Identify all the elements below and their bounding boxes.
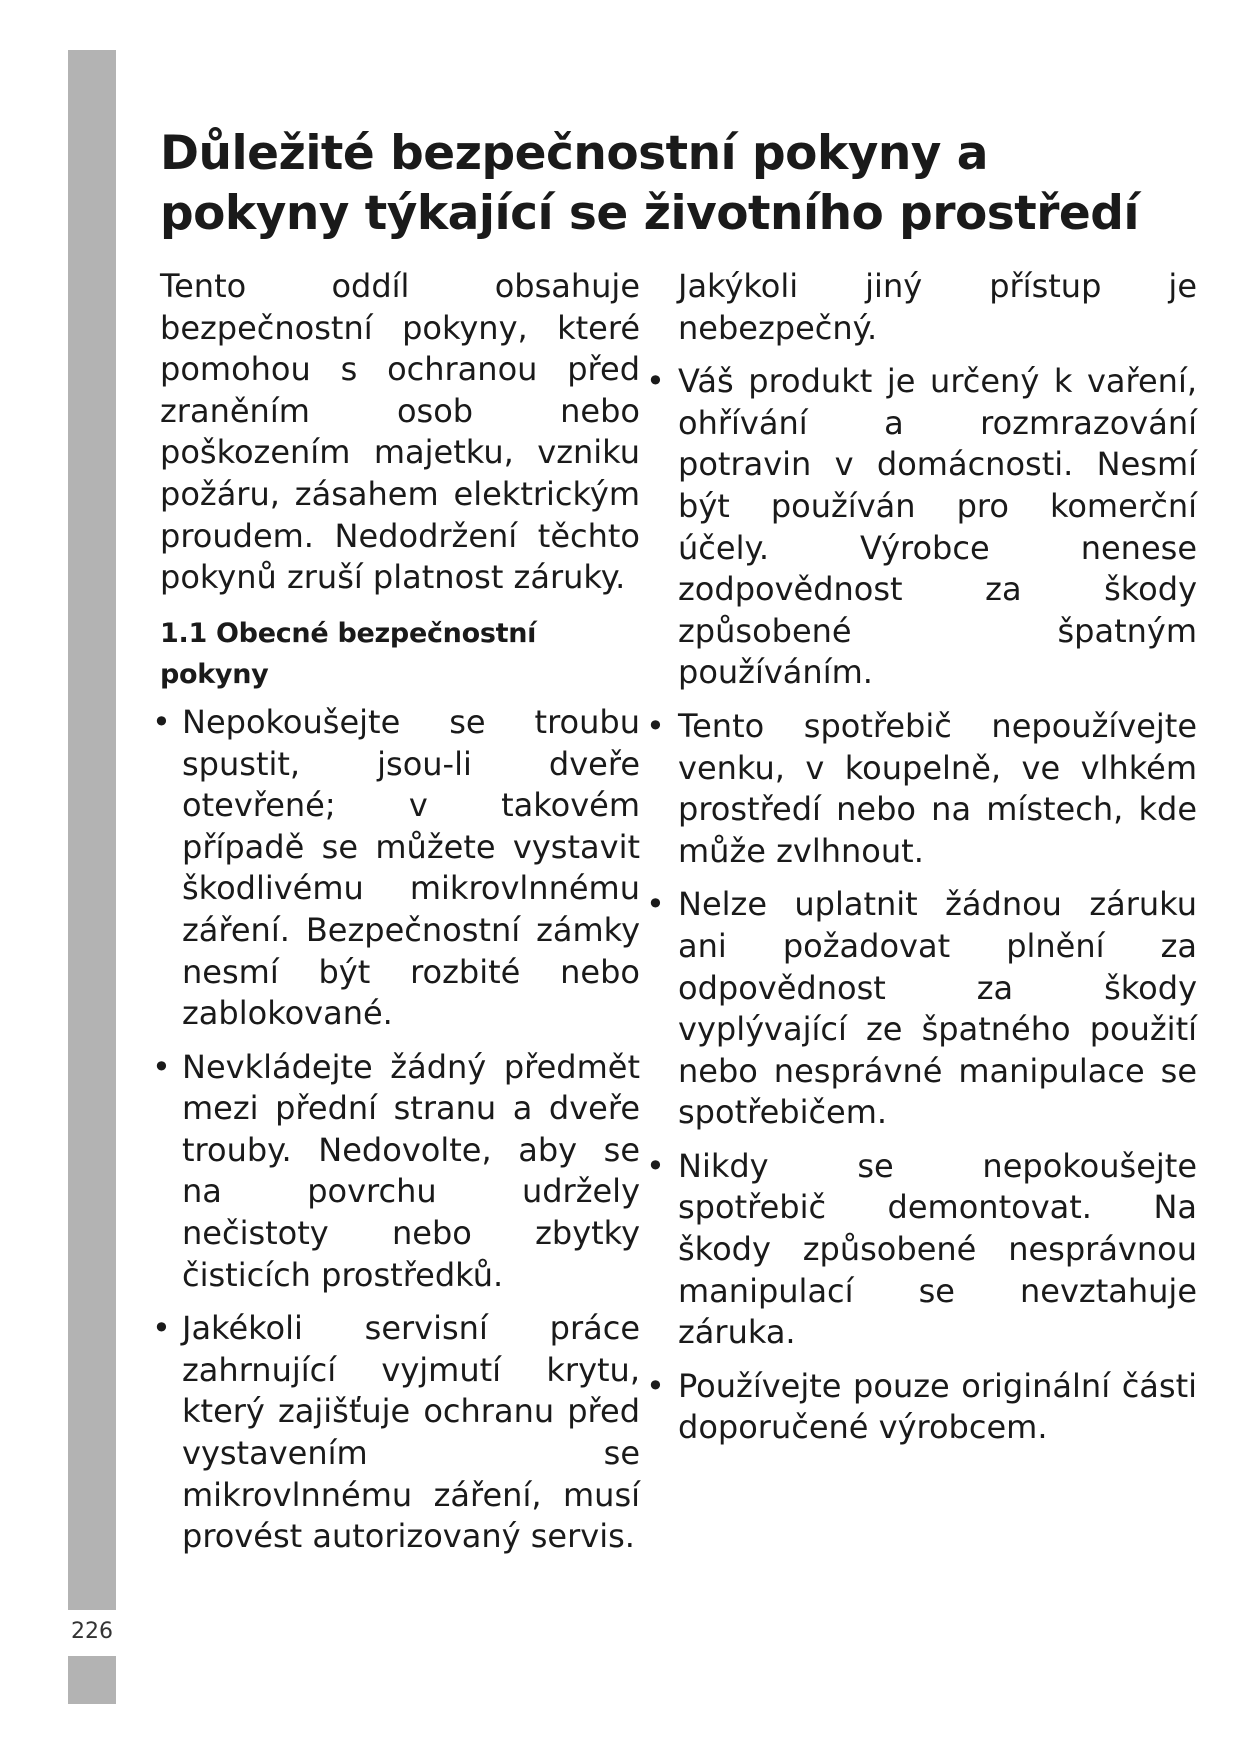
intro-paragraph: Tento oddíl obsahuje bezpečnostní pokyny, které pomohou s ochranou před zraněním osob nebo poškozením majetku, vzniku požáru, zásahem elektrickým proudem. Nedodržení těchto pokynů zruší platnost záruky. (160, 267, 640, 597)
bullet-icon: • (646, 362, 665, 401)
list-item (646, 884, 1197, 1134)
sidebar-tab (68, 1656, 116, 1704)
right-column (646, 266, 1197, 1461)
bullet-icon: • (646, 1146, 665, 1185)
list-item-text: Používejte pouze originální části doporučené výrobcem. (678, 1366, 1197, 1447)
page-number: 226 (71, 1619, 113, 1644)
list-item-text: Jakékoli servisní práce zahrnující vyjmutí krytu, který zajišťuje ochranu před vystavením se mikrovlnnému záření, musí provést autorizovaný servis. (182, 1309, 640, 1556)
bullet-icon: • (152, 1309, 171, 1348)
continuation-paragraph: Jakýkoli jiný přístup je nebezpečný. (678, 267, 1197, 347)
list-item (152, 1308, 640, 1558)
section-heading: 1.1 Obecné bezpečnostní pokyny (160, 617, 537, 691)
list-item-text: Váš produkt je určený k vaření, ohřívání a rozmrazování potravin v domácnosti. Nesmí být používán pro komerční účely. Výrobce nenese zodpovědnost za škody způsobené špatným používáním. (678, 362, 1197, 692)
list-item (646, 1366, 1197, 1449)
list-item (646, 1146, 1197, 1354)
bullet-icon: • (646, 1366, 665, 1405)
page-title: Důležité bezpečnostní pokyny a pokyny týkající se životního prostředí (160, 126, 1140, 241)
right-bullet-list (646, 361, 1197, 1449)
list-item-text: Nelze uplatnit žádnou záruku ani požadovat plnění za odpovědnost za škody vyplývající ze špatného použití nebo nesprávné manipulace se spotřebičem. (678, 885, 1197, 1132)
list-item-text: Nepokoušejte se troubu spustit, jsou-li dveře otevřené; v takovém případě se můžete vystavit škodlivému mikrovlnnému záření. Bezpečnostní zámky nesmí být rozbité nebo zablokované. (182, 702, 640, 1033)
list-item (152, 1047, 640, 1297)
bullet-icon: • (152, 702, 171, 741)
left-column (152, 266, 640, 1570)
bullet-icon: • (152, 1047, 171, 1086)
list-item-text: Nikdy se nepokoušejte spotřebič demontovat. Na škody způsobené nesprávnou manipulací se nevztahuje záruka. (678, 1146, 1197, 1352)
list-item-text: Tento spotřebič nepoužívejte venku, v koupelně, ve vlhkém prostředí nebo na místech, kde může zvlhnout. (678, 706, 1197, 870)
left-bullet-list (152, 702, 640, 1558)
list-item-text: Nevkládejte žádný předmět mezi přední stranu a dveře trouby. Nedovolte, aby se na povrchu udržely nečistoty nebo zbytky čisticích prostředků. (182, 1047, 640, 1294)
list-item (646, 706, 1197, 872)
sidebar-bar (68, 50, 116, 1610)
list-item (152, 702, 640, 1035)
list-item (646, 361, 1197, 694)
bullet-icon: • (646, 706, 665, 745)
bullet-icon: • (646, 885, 665, 924)
